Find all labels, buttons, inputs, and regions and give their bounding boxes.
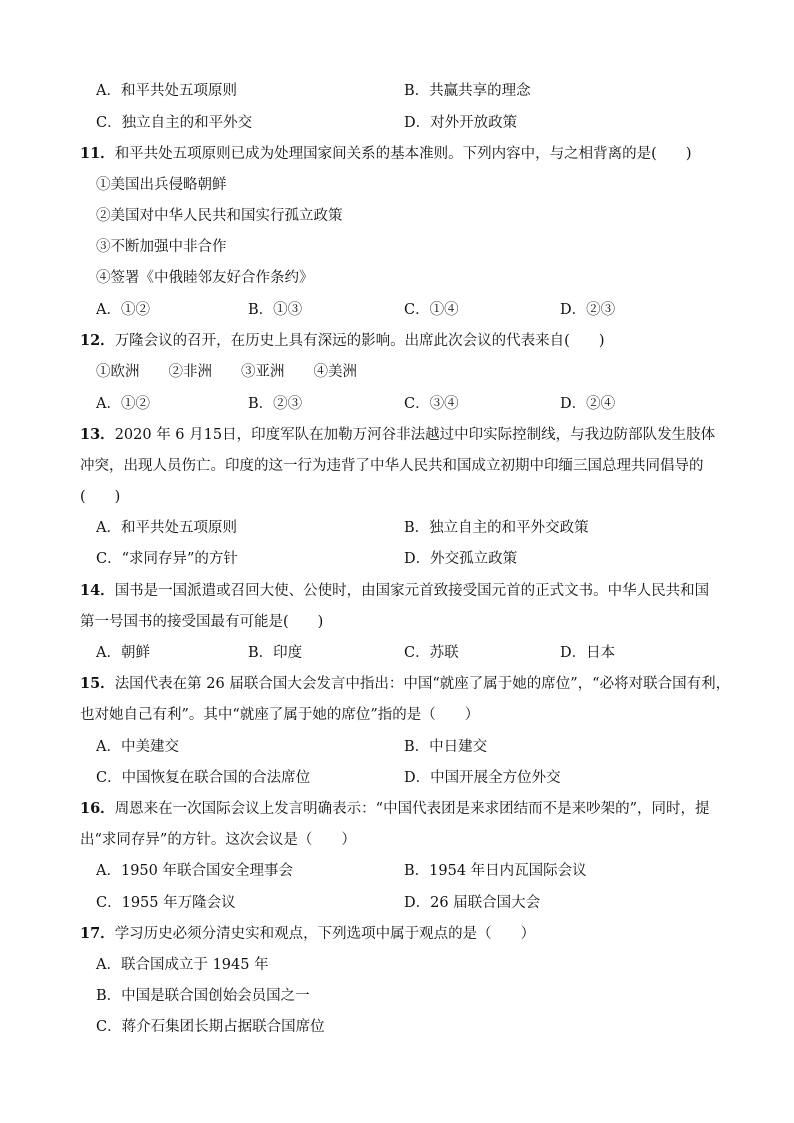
- q10-option-a: A．和平共处五项原则: [96, 83, 237, 99]
- q14-number: 14．: [80, 582, 115, 599]
- q10-option-c: C．独立自主的和平外交: [96, 115, 253, 131]
- q15-stem-line1: [80, 674, 730, 694]
- q12-number: 12．: [80, 332, 115, 349]
- q13-option-b: B．独立自主的和平外交政策: [404, 520, 589, 536]
- q12-option-b: B．②③: [248, 396, 303, 412]
- q11-number: 11．: [80, 145, 115, 162]
- q11-option-c: C．①④: [404, 302, 459, 318]
- q12-stem: [80, 331, 605, 351]
- q17-number: 17．: [80, 925, 115, 942]
- q13-stem-line1: [80, 425, 715, 445]
- q16-option-d: D．26 届联合国大会: [404, 895, 541, 911]
- q16-stem-line2: 出“求同存异”的方针。这次会议是（ ）: [80, 832, 356, 848]
- q13-option-c: C．“求同存异”的方针: [96, 551, 238, 567]
- q16-option-b: B．1954 年日内瓦国际会议: [404, 863, 587, 879]
- q17-stem: [80, 924, 535, 944]
- q15-number: 15．: [80, 675, 115, 692]
- q16-text-1: 周恩来在一次国际会议上发言明确表示：“中国代表团是来求团结而不是来吵架的”，同时，提: [114, 801, 710, 817]
- q15-text-1: 法国代表在第 26 届联合国大会发言中指出：中国“就座了属于她的席位”，“必将对联合国有利，: [114, 676, 731, 692]
- q11-option-a: A．①②: [96, 302, 150, 318]
- q11-item-2: ②美国对中华人民共和国实行孤立政策: [96, 208, 343, 224]
- q12-text: 万隆会议的召开，在历史上具有深远的影响。出席此次会议的代表来自( ): [114, 333, 605, 349]
- q15-option-b: B．中日建交: [404, 739, 488, 755]
- q15-option-d: D．中国开展全方位外交: [404, 770, 561, 786]
- q12-option-a: A．①②: [96, 396, 150, 412]
- q11-item-1: ①美国出兵侵略朝鲜: [96, 177, 227, 193]
- q12-items: ①欧洲 ②非洲 ③亚洲 ④美洲: [96, 364, 357, 380]
- q14-option-a: A．朝鲜: [96, 645, 150, 661]
- q15-option-c: C．中国恢复在联合国的合法席位: [96, 770, 311, 786]
- q11-option-d: D．②③: [560, 302, 616, 318]
- q15-stem-line2: 也对她自己有利”。其中“就座了属于她的席位”指的是（ ）: [80, 707, 480, 723]
- q14-stem-line2: 第一号国书的接受国最有可能是( ): [80, 614, 324, 630]
- q14-option-c: C．苏联: [404, 645, 459, 661]
- q11-item-3: ③不断加强中非合作: [96, 239, 227, 255]
- q14-stem-line1: [80, 581, 709, 601]
- q17-option-a: A．联合国成立于 1945 年: [96, 957, 269, 973]
- q17-text: 学习历史必须分清史实和观点，下列选项中属于观点的是（ ）: [114, 926, 536, 942]
- q13-text-1: 2020 年 6 月15日，印度军队在加勒万河谷非法越过中印实际控制线，与我边防部队发生肢体: [114, 427, 716, 443]
- q15-option-a: A．中美建交: [96, 739, 179, 755]
- q10-option-d: D．对外开放政策: [404, 115, 518, 131]
- q14-text-1: 国书是一国派遣或召回大使、公使时，由国家元首致接受国元首的正式文书。中华人民共和国: [114, 583, 710, 599]
- q13-option-a: A．和平共处五项原则: [96, 520, 237, 536]
- q16-option-c: C．1955 年万隆会议: [96, 895, 236, 911]
- q12-option-c: C．③④: [404, 396, 459, 412]
- q11-option-b: B．①③: [248, 302, 303, 318]
- q13-stem-line2: 冲突，出现人员伤亡。印度的这一行为违背了中华人民共和国成立初期中印缅三国总理共同倡导的: [80, 458, 704, 474]
- q11-stem: [80, 144, 692, 164]
- q17-option-b: B．中国是联合国创始会员国之一: [96, 988, 310, 1004]
- q12-option-d: D．②④: [560, 396, 616, 412]
- q13-number: 13．: [80, 426, 115, 443]
- q14-option-b: B．印度: [248, 645, 303, 661]
- q10-option-b: B．共赢共享的理念: [404, 83, 531, 99]
- q13-stem-line3: ( ): [80, 489, 121, 505]
- q13-option-d: D．外交孤立政策: [404, 551, 518, 567]
- q11-text: 和平共处五项原则已成为处理国家间关系的基本准则。下列内容中，与之相背离的是( ): [114, 146, 692, 162]
- q11-item-4: ④签署《中俄睦邻友好合作条约》: [96, 270, 314, 286]
- q16-option-a: A．1950 年联合国安全理事会: [96, 863, 293, 879]
- q17-option-c: C．蒋介石集团长期占据联合国席位: [96, 1019, 325, 1035]
- q16-number: 16．: [80, 800, 115, 817]
- q16-stem-line1: [80, 799, 710, 819]
- q14-option-d: D．日本: [560, 645, 616, 661]
